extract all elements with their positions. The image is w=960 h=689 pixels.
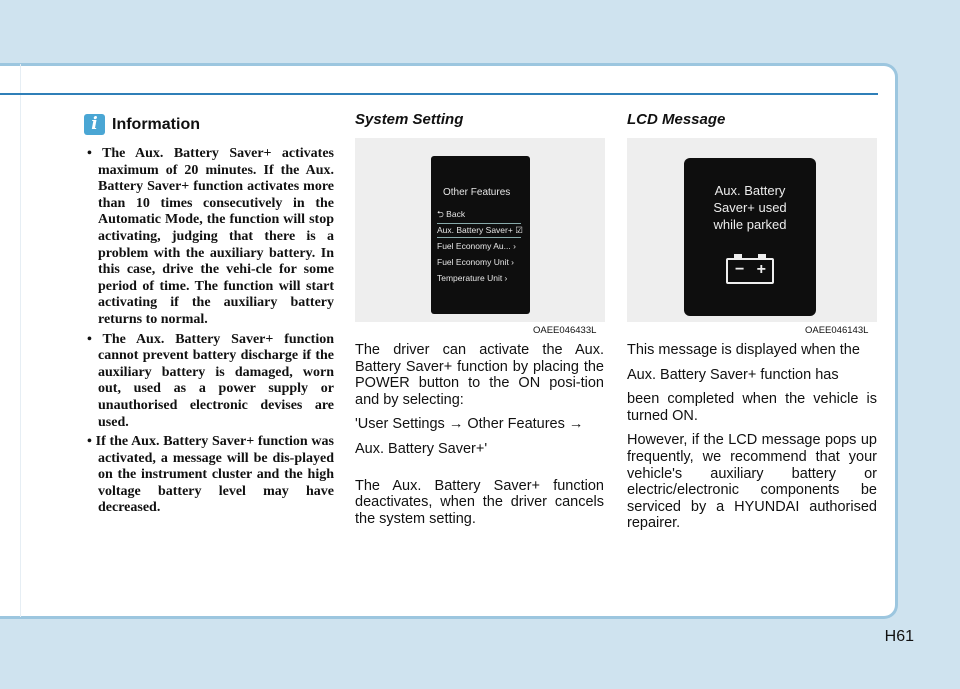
system-setting-figure xyxy=(355,138,605,322)
screen-row: ⮌ Back xyxy=(437,209,466,219)
lcd-message-text xyxy=(627,342,877,540)
info-icon: i xyxy=(84,114,105,135)
settings-screen xyxy=(431,156,530,314)
paragraph: However, if the LCD message pops up frequently, we recommend that your vehicle's auxiliary battery or electric/electronic components be serviced by a HYUNDAI authorised repairer. xyxy=(627,432,877,532)
lcd-message-figure xyxy=(627,138,877,322)
paragraph: Aux. Battery Saver+ function has xyxy=(627,366,839,383)
page-number: H61 xyxy=(884,628,914,645)
bullet-item: • If the Aux. Battery Saver+ function was activated, a message will be dis-played on the instrument cluster and the high voltage battery level may have decreased. xyxy=(84,434,334,517)
battery-icon xyxy=(726,258,774,284)
header-rule xyxy=(0,93,878,95)
paragraph: The Aux. Battery Saver+ function deactivates, when the driver cancels the system setting. xyxy=(355,477,604,527)
paragraph: 'User Settings → Other Features → xyxy=(355,416,584,433)
lcd-message-title: LCD Message xyxy=(627,111,726,128)
system-setting-title: System Setting xyxy=(355,111,464,128)
screen-row: Fuel Economy Unit › xyxy=(437,257,514,267)
bullet-item: • The Aux. Battery Saver+ activates maximum of 20 minutes. If the Aux. Battery Saver+ function activates more than 10 times consecutively in the Automatic Mode, the function will stop activating, judging that there is a problem with the auxiliary battery. In this case, drive the vehi-cle for some period of time. The function will start activating if the auxiliary battery returns to normal. xyxy=(84,146,334,329)
lcd-line: Aux. Battery xyxy=(714,183,786,198)
bullet-item: • The Aux. Battery Saver+ function cannot prevent battery discharge if the auxiliary battery is damaged, worn out, used as a power supply or unauthorised electronic devises are used. xyxy=(84,332,334,432)
information-title: Information xyxy=(112,115,200,133)
screen-row-selected: Aux. Battery Saver+ ☑ xyxy=(437,223,521,238)
screen-row: Temperature Unit › xyxy=(437,273,508,283)
screen-header: Other Features xyxy=(443,187,511,198)
paragraph: This message is displayed when the xyxy=(627,342,860,358)
paragraph: The driver can activate the Aux. Battery Saver+ function by placing the POWER button to the ON posi-tion and by selecting: xyxy=(355,342,604,408)
battery-plus: + xyxy=(756,261,766,278)
lcd-line: while parked xyxy=(713,217,787,232)
lcd-line: Saver+ used xyxy=(713,200,787,215)
information-header xyxy=(84,114,200,135)
lcd-screen xyxy=(684,158,816,316)
paragraph: been completed when the vehicle is turned ON. xyxy=(627,391,877,424)
information-bullets xyxy=(84,146,334,520)
system-setting-text xyxy=(355,342,604,535)
paragraph: Aux. Battery Saver+' xyxy=(355,440,488,457)
lcd-text xyxy=(684,182,816,233)
figure-code: OAEE046433L xyxy=(533,325,597,336)
screen-row: Fuel Economy Au... › xyxy=(437,241,516,251)
margin-line xyxy=(20,64,21,617)
figure-code: OAEE046143L xyxy=(805,325,869,336)
battery-minus: − xyxy=(735,261,745,278)
